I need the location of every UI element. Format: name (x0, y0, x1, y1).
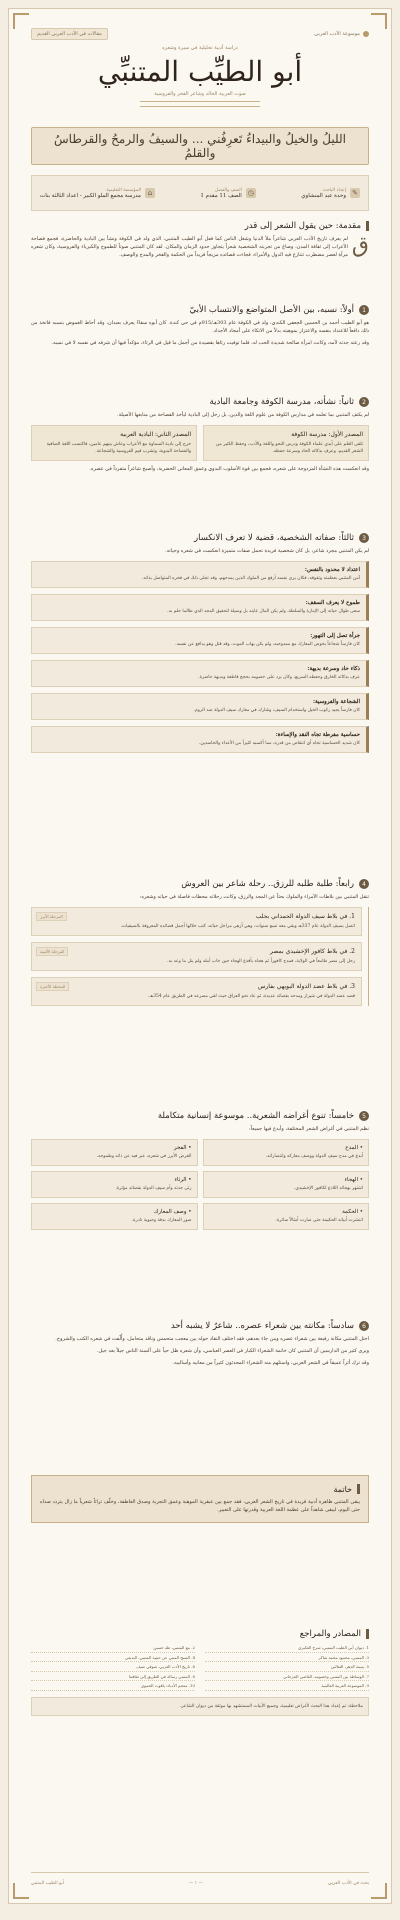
section-title: مقدمة: حين يقول الشعر إلى قدر (244, 221, 361, 231)
page-footer (31, 1872, 369, 1889)
card-title: ذكاء حاد وسرعة بديهة: (307, 666, 360, 672)
footer-right: بحث في الأدب العربي (327, 1880, 369, 1886)
corner-ornament (371, 1883, 387, 1899)
section-title: خامساً: تنوع أغراضه الشعرية.. موسوعة إنسانية متكاملة (157, 1111, 354, 1121)
section-title: خاتمة (333, 1484, 352, 1494)
section-heading (40, 1484, 360, 1494)
brand (314, 31, 369, 37)
section-title: المصادر والمراجع (299, 1629, 361, 1639)
genre-satire (203, 1171, 370, 1198)
genre-wisdom (203, 1203, 370, 1230)
section-heading (31, 1321, 369, 1331)
footer-left: أبو الطيب المتنبي (31, 1880, 64, 1886)
section-heading (31, 397, 369, 407)
page-subtitle: صوت العربية الخالد وشاعر الفخر والفروسية (154, 91, 246, 97)
meta-author-label: إعداد الباحث (322, 187, 346, 193)
section-heading (31, 533, 369, 543)
section-number: 3 (359, 533, 369, 543)
reference-item[interactable]: 1. ديوان أبي الطيب المتنبي، شرح العكبري (205, 1645, 369, 1653)
category-badge[interactable]: مقالات في الأدب العربي القديم (31, 28, 108, 40)
section-title: ثانياً: نشأته، مدرسة الكوفة وجامعة البادية (209, 397, 354, 407)
meta-school-text (40, 188, 141, 199)
meta-strip (31, 175, 369, 211)
genre-elegy (31, 1171, 198, 1198)
meta-author-value: وحدة عبد المنشاوي (301, 192, 346, 199)
trait-cards (31, 561, 369, 753)
section-genres (31, 1111, 369, 1230)
source-boxes (31, 425, 369, 461)
genre-text: أبدع في مدح سيف الدولة ووصف معاركه وانتصاراته. (265, 1154, 363, 1159)
section-heading (31, 1111, 369, 1121)
genre-text: صور المعارك بدقة وحيوية نادرة. (131, 1218, 192, 1223)
section-title: رابعاً: طلبة طلبه للرزق.. رحلة شاعر بين العروش (181, 879, 354, 889)
card-title: طموح لا يعرف السقف: (305, 600, 360, 606)
corner-ornament (13, 13, 29, 29)
genre-title: • الرثاء (174, 1177, 192, 1183)
section-paragraph: وقد رعته جدته لأمه، وكانت امرأة صالحة شديدة الحب له، فلما توفيت رثاها بقصيدة من أجمل ما قيل في الرثاء، مؤكداً فيها أن شرفه في نفسه لا في نسبه. (51, 340, 369, 346)
card-title: اعتداد لا محدود بالنفس: (304, 567, 360, 573)
genre-praise (203, 1139, 370, 1166)
section-number: 4 (359, 879, 369, 889)
source-box-kufa (203, 425, 369, 461)
meta-school-icon: ⌂ (145, 188, 155, 198)
reference-item[interactable]: 4. الصبح المنبي عن حيثية المتنبي، البديعي (31, 1655, 195, 1663)
event-saif (31, 907, 362, 936)
meta-author-icon: ✎ (350, 188, 360, 198)
card-ambition (31, 594, 369, 621)
genre-text: اشتهر بهجائه اللاذع لكافور الإخشيدي. (293, 1186, 363, 1191)
heading-bar (366, 221, 369, 231)
section-journeys (31, 879, 369, 1006)
section-heading (31, 879, 369, 889)
meta-author (301, 188, 360, 199)
event-tag: المحطة الأخيرة (36, 982, 69, 991)
event-text: قصد عضد الدولة في شيراز ومدحه بقصائد عديدة، ثم عاد نحو العراق حيث لقي مصرعه في الطريق عام 354هـ. (148, 994, 355, 999)
section-number: 1 (359, 305, 369, 315)
meta-school (40, 188, 155, 199)
genre-title: • الفخر (173, 1145, 192, 1151)
card-enemies (31, 726, 369, 753)
genre-title: • وصف المعارك (153, 1209, 192, 1215)
reference-item[interactable]: 5. يتيمة الدهر، الثعالبي (205, 1664, 369, 1672)
conclusion-text: يبقى المتنبي ظاهرة أدبية فريدة في تاريخ الشعر العربي، فقد جمع بين عبقرية الموهبة وعمق التجربة وصدق العاطفة، وخلّف تراثاً شعرياً ما زال يتردد صداه حتى اليوم، ليبقى شاهداً على عظمة اللغة العربية وقدرتها على التعبير. (40, 1499, 360, 1513)
section-traits (31, 533, 369, 753)
heading-bar (366, 1629, 369, 1639)
reference-item[interactable]: 10. معجم الأدباء، ياقوت الحموي (31, 1683, 195, 1691)
genre-text: رثى جدته وأم سيف الدولة بقصائد مؤثرة. (115, 1186, 192, 1191)
heading-bar (357, 1484, 360, 1494)
genre-title: • المدح (345, 1145, 363, 1151)
event-title: 2. في بلاط كافور الإخشيدي بمصر (270, 948, 355, 955)
section-lineage (31, 305, 369, 347)
paragraph-text: لم يعرف تاريخ الأدب العربي شاعراً ملأ الدنيا وشغل الناس كما فعل أبو الطيب المتنبي، الذي ولد في الكوفة ونشأ بين البادية والحاضرة، فجمع فصاحة الأعراب إلى ثقافة المدن، وصاغ من تجربته الشخصية شعراً يتجاوز حدود الزمان والمكان. لقد كان المتنبي صوتاً للطموح والكبرياء والفروسية، وكان شعره مرآة لعصر مضطرب تتنازع فيه الدول والأمراء، فجاءت قصائده مزيجاً فريداً من الحكمة والفخر والمدح والوصف. (31, 236, 348, 258)
section-title: أولاً: نسبه، بين الأصل المتواضع والانتساب الأبيّ (189, 305, 354, 315)
source-box-badia (31, 425, 197, 461)
timeline (31, 907, 369, 1006)
event-text: اتصل بسيف الدولة عام 337هـ وبقي معه تسع سنوات، وهي أزهى مراحل حياته، كتب خلالها أجمل قصائده المعروفة بالسيفيات. (120, 924, 355, 929)
card-intelligence (31, 660, 369, 687)
event-title: 3. في بلاط عضد الدولة البويهي بفارس (258, 983, 355, 990)
card-pride (31, 561, 369, 588)
genre-text: الغرض الأبرز في شعره، عبر فيه عن ذاته وطموحه. (96, 1154, 192, 1159)
reference-list (31, 1645, 369, 1691)
card-text: سعى طوال حياته إلى الإمارة والسلطة، ولم يكن المال غايته بل وسيلة لتحقيق المجد الذي طالما حلم به. (167, 609, 360, 614)
box-title: المصدر الثاني: البادية العربية (120, 431, 191, 438)
genre-text: انتشرت أبياته الحكيمة حتى صارت أمثالاً سائرة. (275, 1218, 363, 1223)
card-title: حساسية مفرطة تجاه النقد والإساءة: (275, 732, 360, 738)
references-note: ملاحظة: تم إعداد هذا البحث لأغراض تعليمية، وجميع الأبيات المستشهد بها موثقة من ديوان الشاعر. (31, 1697, 369, 1716)
reference-item[interactable]: 7. الوساطة بين المتنبي وخصومه، القاضي الجرجاني (205, 1674, 369, 1682)
event-tag: المرحلة الأبرز (36, 912, 67, 921)
reference-item[interactable]: 8. المتنبي رسالة في الطريق إلى ثقافتنا (31, 1674, 195, 1682)
card-text: كان فارساً شجاعاً يخوض المعارك مع ممدوحيه، ولم يكن يهاب الموت، وقد قتل وهو يدافع عن نفسه. (175, 642, 360, 647)
section-paragraph: وقد انعكست هذه النشأة المزدوجة على شعره، فجمع بين قوة الأسلوب البدوي وعمق المعاني الحضرية، وأصبح شاعراً متفرداً في عصره. (89, 466, 369, 472)
event-kafur (31, 942, 362, 971)
box-title: المصدر الأول: مدرسة الكوفة (291, 431, 363, 438)
meta-author-text (301, 188, 346, 199)
reference-item[interactable]: 2. مع المتنبي، طه حسين (31, 1645, 195, 1653)
meta-grade-label: الصف والفصل (214, 187, 242, 193)
corner-ornament (13, 1883, 29, 1899)
section-heading (31, 305, 369, 315)
meta-grade-icon: ◷ (247, 189, 254, 197)
event-text: رحل إلى مصر طامعاً في الولاية، فمدح كافوراً ثم هجاه بأقذع الهجاء حين خاب أمله ولم ينل ما وعد به. (167, 959, 355, 964)
section-paragraph: لم يكن المتنبي مجرد شاعر، بل كان شخصية فريدة تحمل صفات متميزة انعكست في شعره وحياته. (165, 548, 369, 554)
section-status (31, 1321, 369, 1367)
genre-title: • الحكمة (342, 1209, 363, 1215)
card-title: جرأة تصل إلى التهور: (310, 633, 360, 639)
genre-title: • الهجاء (344, 1177, 363, 1183)
meta-school-label: المؤسسة التعليمية (106, 187, 141, 193)
section-paragraph: تنقل المتنبي بين بلاطات الأمراء والملوك بحثاً عن المجد والرزق، وكانت رحلاته محطات فاصلة في حياته وشعره: (139, 894, 369, 900)
drop-cap: ق (351, 233, 369, 258)
reference-item[interactable]: 3. المتنبي، محمود محمد شاكر (205, 1655, 369, 1663)
corner-ornament (371, 13, 387, 29)
meta-school-value: مدرسة مجمع الملو الكبير - اعداد الثالثة بنات (40, 192, 141, 199)
box-text: تلقى العلم على أيدي علماء الكوفة ودرس النحو واللغة والأدب، وحفظ الكثير من الشعر القديم، وعرف بذكائه الحاد وسرعة حفظه. (215, 442, 363, 454)
box-text: خرج إلى بادية السماوة مع الأعراب وعاش بينهم عامين، فاكتسب اللغة الصافية والفصاحة البدوية، وتشرب قيم الفروسية والشجاعة. (46, 442, 191, 454)
page-title: أبو الطيِّب المتنبِّي (97, 55, 303, 88)
genre-description (31, 1203, 198, 1230)
page-header (31, 45, 369, 107)
section-number: 6 (359, 1321, 369, 1331)
event-tag: المرحلة الأليمة (36, 947, 68, 956)
section-paragraph: هو أبو الطيب أحمد بن الحسين الجعفي الكندي، ولد في الكوفة عام 303هـ/915م في حي كندة. كان أبوه سقاءً يعرف بعبدان، وقد أحاط الغموض بنسبه فاتخذ من ذلك دافعاً للاعتداد بنفسه والاعتزاز بموهبته بدلاً من الاتكاء على أمجاد الأجداد. (31, 320, 369, 334)
section-references (31, 1629, 369, 1716)
meta-grade-value: الصف 11 مقدم 1 (200, 192, 242, 199)
reference-item[interactable]: 6. تاريخ الأدب العربي، شوقي ضيف (31, 1664, 195, 1672)
section-paragraph: ويرى كثير من الدارسين أن المتنبي كان خاتمة الشعراء الكبار في العصر العباسي، وأن شعره ظل حياً على ألسنة الناس جيلاً بعد جيل. (96, 1348, 369, 1354)
card-text: آمن المتنبي بعظمته وتفوقه، فكان يرى نفسه أرفع من الملوك الذين يمدحهم، وقد تجلى ذلك في فخره المتواصل بذاته. (141, 576, 360, 581)
section-paragraph: احتل المتنبي مكانة رفيعة بين شعراء عصره ومن جاء بعدهم، فقد اختلف النقاد حوله بين معجب متحمس وناقد متحامل، وأُلّفت في شعره الكتب والشروح. (55, 1336, 369, 1342)
header-divider (140, 101, 260, 107)
section-number: 2 (359, 397, 369, 407)
card-text: كان شديد الحساسية تجاه أي انتقاص من قدره، مما أكسبه كثيراً من الأعداء والحاسدين. (198, 741, 360, 746)
card-loyalty (31, 693, 369, 720)
section-paragraph: نظم المتنبي في أغراض الشعر المختلفة، وأبدع فيها جميعاً: (249, 1126, 369, 1132)
event-title: 1. في بلاط سيف الدولة الحمداني بحلب (255, 913, 355, 920)
section-conclusion (31, 1475, 369, 1523)
card-courage (31, 627, 369, 654)
top-bar (31, 27, 369, 41)
meta-grade-text (200, 188, 241, 199)
section-heading (31, 221, 369, 231)
reference-item[interactable]: 9. الموسوعة العربية العالمية (205, 1683, 369, 1691)
genre-pride (31, 1139, 198, 1166)
brand-icon (363, 31, 369, 37)
section-heading (31, 1629, 369, 1639)
section-title: سادساً: مكانته بين شعراء عصره.. شاعرٌ لا يشبه أحد (170, 1321, 354, 1331)
conclusion-box (31, 1475, 369, 1523)
verse-banner: الليلُ والخيلُ والبيداءُ تَعرِفُني ... والسيفُ والرمحُ والقرطاسُ والقلمُ (31, 127, 369, 165)
section-number: 5 (359, 1111, 369, 1121)
card-text: عرف بذكائه الخارق وحفظه السريع، وكان يرد على خصومه بحجج قاطعة وبديهة حاضرة. (198, 675, 360, 680)
event-adud (31, 977, 362, 1006)
brand-label: موسوعة الأدب العربي (314, 31, 360, 37)
section-title: ثالثاً: صفاته الشخصية، قضية لا تعرف الانكسار (194, 533, 354, 543)
card-title: الشجاعة والفروسية: (312, 699, 360, 705)
page-number: — ١ — (188, 1880, 204, 1886)
meta-grade (200, 188, 255, 199)
section-paragraph: لم يكتف المتنبي بما تعلمه في مدارس الكوفة من علوم اللغة والدين، بل رحل إلى البادية ليأخذ الفصاحة من منابعها الأصيلة. (116, 412, 369, 418)
section-paragraph: وقد ترك أثراً عميقاً في الشعر العربي، واستلهم منه الشعراء المحدثون كثيراً من معانيه وأساليبه. (172, 1360, 369, 1366)
header-kicker: دراسة أدبية تحليلية في سيرة وشعره (162, 45, 238, 51)
section-paragraph (31, 235, 369, 259)
card-text: كان فارساً يجيد ركوب الخيل واستخدام السيف، وشارك في معارك سيف الدولة ضد الروم. (193, 708, 360, 713)
genre-grid (31, 1139, 369, 1230)
page (8, 8, 392, 1904)
section-upbringing (31, 397, 369, 473)
section-intro (31, 221, 369, 259)
